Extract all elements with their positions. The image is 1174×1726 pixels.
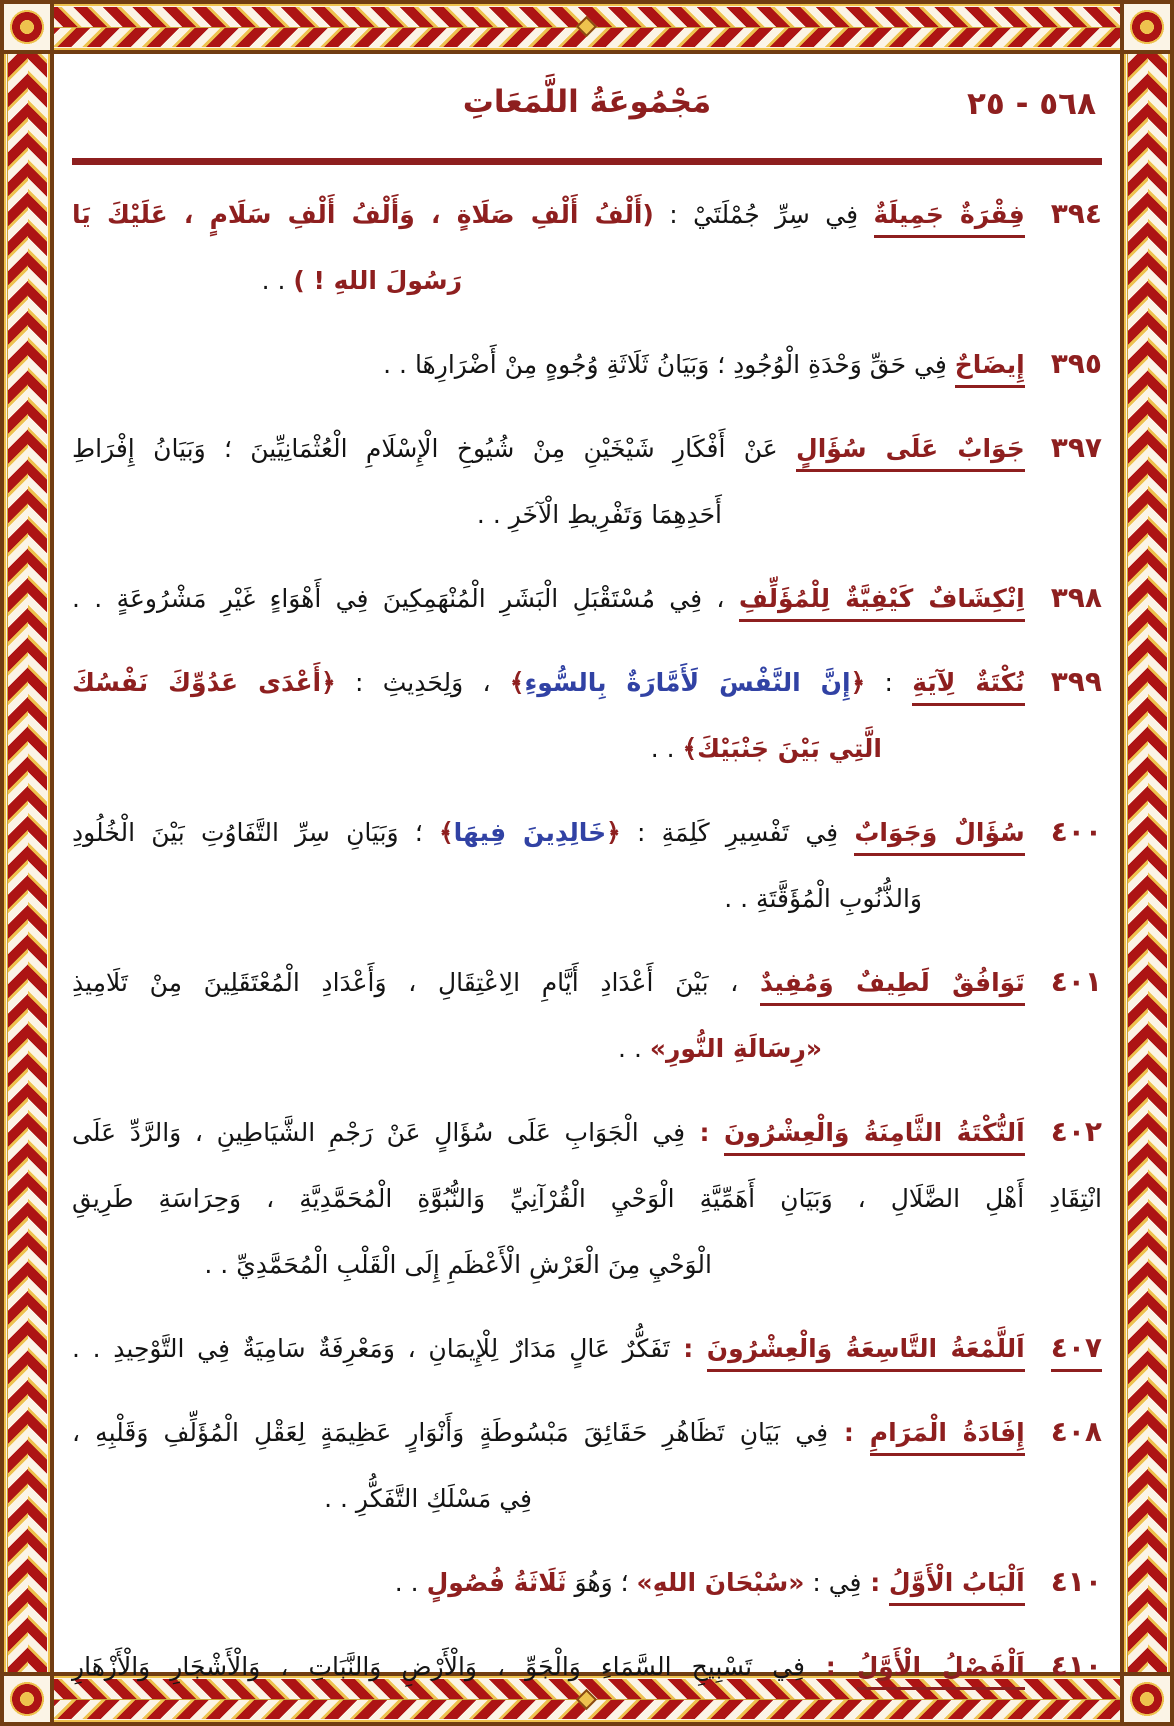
text-segment: ثَلَاثَةُ فُصُولٍ (426, 1568, 567, 1597)
text-segment: ، بَيْنَ أَعْدَادِ أَيَّامِ الِاعْتِقَالِ ، وَأَعْدَادِ الْمُعْتَقَلِينَ مِنْ تَلَامِيذِ (72, 968, 760, 997)
ornamental-border-right (1120, 0, 1174, 1726)
entry-text (72, 1652, 1025, 1690)
entry-line (72, 1099, 1102, 1166)
entry-text (72, 1118, 1025, 1156)
border-corner-medallion (0, 1672, 54, 1726)
entry-text (72, 968, 1025, 1006)
entry-line-continuation (72, 1466, 1102, 1532)
entry-text (72, 1418, 1025, 1456)
text-segment: ﴿ (850, 668, 866, 697)
text-segment: تَفَكُّرٌ عَالٍ مَدَارٌ لِلْإِيمَانِ ، وَمَعْرِفَةٌ سَامِيَةٌ فِي التَّوْحِيدِ . . (72, 1334, 670, 1363)
text-segment: إِفَادَةُ الْمَرَامِ (870, 1418, 1025, 1456)
entry-line (72, 565, 1102, 632)
text-segment: فِي : (804, 1568, 862, 1597)
header-divider-rule (72, 158, 1102, 165)
text-segment: انْتِقَادِ أَهْلِ الضَّلَالِ ، وَبَيَانِ أَهَمِّيَّةِ الْوَحْيِ الْقُرْآنِيِّ وَالنُّبُوَّةِ الْمُحَمَّدِيَّةِ ، وَحِرَاسَةِ طَرِيقِ (72, 1184, 1102, 1213)
entry-line-continuation (72, 482, 1102, 548)
text-segment: أَحَدِهِمَا وَتَفْرِيطِ الْآخَرِ . . (476, 500, 722, 529)
text-segment: ؛ وَبَيَانِ سِرِّ التَّفَاوُتِ بَيْنَ الْخُلُودِ (72, 818, 439, 847)
entry-line (72, 415, 1102, 482)
entry-line-continuation (72, 1016, 1102, 1082)
entry-line-continuation (72, 248, 1102, 314)
text-segment: سُؤَالٌ وَجَوَابٌ (854, 818, 1024, 856)
entry-text (72, 818, 1025, 856)
entry-number: ٤٠٨ (1050, 1415, 1102, 1448)
text-segment: اَلنُّكْتَةُ الثَّامِنَةُ وَالْعِشْرُونَ (724, 1118, 1025, 1156)
toc-entry-394 (72, 181, 1102, 314)
entry-number: ٣٩٧ (1050, 431, 1103, 464)
entry-text (395, 1568, 1025, 1606)
text-segment: ﴾ (438, 818, 454, 847)
entry-number: ٣٩٨ (1050, 581, 1102, 614)
text-segment: ﴿ (606, 818, 621, 847)
toc-entry-400 (72, 799, 1102, 932)
entry-number: ٤١٠ (1050, 1565, 1102, 1598)
text-segment: وَالذُّنُوبِ الْمُؤَقَّتَةِ . . (724, 884, 922, 913)
entry-text (383, 350, 1025, 388)
text-segment: الَّتِي بَيْنَ جَنْبَيْكَ﴾ (682, 734, 882, 763)
entry-line (72, 1399, 1102, 1466)
toc-entry-402 (72, 1099, 1102, 1298)
border-pattern (1127, 4, 1148, 1722)
text-segment: اِنْكِشَافٌ كَيْفِيَّةٌ لِلْمُؤَلِّفِ (739, 584, 1025, 622)
entry-line-continuation (72, 866, 1102, 932)
entry-number: ٣٩٩ (1050, 665, 1102, 698)
border-corner-medallion (1120, 1672, 1174, 1726)
page-number: ٥٦٨ - ٢٥ (966, 86, 1096, 122)
entry-number: ٤٠٢ (1050, 1115, 1103, 1148)
text-segment: خَالِدِينَ فِيهَا (453, 818, 607, 847)
page-header (72, 70, 1102, 146)
entry-text (72, 200, 1025, 238)
entry-line-continuation (72, 1232, 1102, 1298)
text-segment: الْوَحْيِ مِنَ الْعَرْشِ الْأَعْظَمِ إِلَى الْقَلْبِ الْمُحَمَّدِيِّ . . (204, 1250, 712, 1279)
text-segment: . . (394, 1568, 427, 1597)
toc-entries (72, 165, 1102, 1700)
text-segment: فِقْرَةٌ جَمِيلَةٌ (874, 200, 1025, 238)
entry-text (72, 434, 1025, 472)
text-segment: ﴾ (509, 668, 525, 697)
toc-entry-395 (72, 331, 1102, 398)
entry-line (72, 799, 1102, 866)
entry-line-continuation (72, 1166, 1102, 1232)
entry-line (72, 181, 1102, 248)
text-segment: اَلْفَصْلُ الْأَوَّلُ (857, 1652, 1025, 1690)
text-segment: ، وَلِحَدِيثِ : (335, 668, 510, 697)
page-title: مَجْمُوعَةُ اللَّمَعَاتِ (462, 84, 712, 120)
toc-entry-397 (72, 415, 1102, 548)
text-segment: إِيضَاحٌ (955, 350, 1025, 388)
text-segment: : (861, 1568, 889, 1597)
text-segment: «رِسَالَةِ النُّورِ» (649, 1034, 822, 1063)
entry-line (72, 949, 1102, 1016)
text-segment: (أَلْفُ أَلْفِ صَلَاةٍ ، وَأَلْفُ أَلْفِ سَلَامٍ ، عَلَيْكَ يَا (72, 200, 654, 229)
toc-entry-398 (72, 565, 1102, 632)
text-segment: عَنْ أَفْكَارِ شَيْخَيْنِ مِنْ شُيُوخِ الْإِسْلَامِ الْعُثْمَانِيِّينَ ؛ وَبَيَانُ إِفْرَاطِ (72, 434, 797, 463)
text-segment: : (669, 1334, 707, 1363)
entry-number: ٤٠٠ (1050, 815, 1102, 848)
entry-number: ٣٩٤ (1050, 197, 1102, 230)
entry-number: ٣٩٥ (1050, 347, 1102, 380)
text-segment: فِي مَسْلَكِ التَّفَكُّرِ . . (324, 1484, 532, 1513)
border-pattern (28, 4, 48, 1722)
entry-line-continuation (72, 716, 1102, 782)
border-corner-medallion (1120, 0, 1174, 54)
text-segment: ؛ وَهُوَ (566, 1568, 637, 1597)
text-segment: فِي بَيَانِ تَظَاهُرِ حَقَائِقَ مَبْسُوطَةٍ وَأَنْوَارٍ عَظِيمَةٍ لِعَقْلِ الْمُؤَلِّفِ وَقَلْبِهِ ، (72, 1418, 829, 1447)
text-segment: . . (261, 266, 294, 295)
border-pattern (1148, 4, 1168, 1722)
border-corner-medallion (0, 0, 54, 54)
entry-text (72, 668, 1025, 706)
entry-line (72, 1549, 1102, 1616)
text-segment: : (804, 1652, 857, 1681)
text-segment: اَلْبَابُ الْأَوَّلُ (889, 1568, 1025, 1606)
text-segment: ﴿أَعْدَى عَدُوِّكَ نَفْسُكَ (72, 668, 336, 697)
entry-number: ٤٠١ (1050, 965, 1102, 998)
text-segment: نُكْتَةٌ لِآيَةِ (912, 668, 1024, 706)
entry-number: ٤٠٧ (1051, 1331, 1102, 1372)
text-segment: فِي تَفْسِيرِ كَلِمَةِ : (620, 818, 855, 847)
text-segment: : (685, 1118, 724, 1147)
text-segment: فِي الْجَوَابِ عَلَى سُؤَالٍ عَنْ رَجْمِ الشَّيَاطِينِ ، وَالرَّدِّ عَلَى (72, 1118, 686, 1147)
entry-line (72, 649, 1102, 716)
toc-entry-410-bab (72, 1549, 1102, 1616)
entry-line (72, 331, 1102, 398)
text-segment: رَسُولَ اللهِ ! ) (293, 266, 462, 295)
entry-number: ٤١٠ (1050, 1649, 1102, 1682)
text-segment: . . (650, 734, 683, 763)
text-segment: «سُبْحَانَ اللهِ» (636, 1568, 805, 1597)
text-segment: ، فِي مُسْتَقْبَلِ الْبَشَرِ الْمُنْهَمِكِينَ فِي أَهْوَاءٍ غَيْرِ مَشْرُوعَةٍ . . (72, 584, 739, 613)
entry-line (72, 1315, 1102, 1382)
text-segment: فِي حَقِّ وَحْدَةِ الْوُجُودِ ؛ وَبَيَانُ ثَلَاثَةِ وُجُوهٍ مِنْ أَضْرَارِهَا . . (383, 350, 955, 379)
text-segment: اَللَّمْعَةُ التَّاسِعَةُ وَالْعِشْرُونَ (707, 1334, 1025, 1372)
text-segment: . . (618, 1034, 650, 1063)
toc-entry-399 (72, 649, 1102, 782)
text-segment: تَوَافُقٌ لَطِيفٌ وَمُفِيدٌ (760, 968, 1025, 1006)
text-segment: فِي سِرِّ جُمْلَتَيْ : (653, 200, 874, 229)
toc-entry-408 (72, 1399, 1102, 1532)
toc-entry-401 (72, 949, 1102, 1082)
border-pattern (7, 4, 28, 1722)
text-segment: جَوَابٌ عَلَى سُؤَالٍ (796, 434, 1025, 472)
toc-entry-407 (72, 1315, 1102, 1382)
ornamental-border-left (0, 0, 54, 1726)
text-segment: : (865, 668, 913, 697)
text-segment: إِنَّ النَّفْسَ لَأَمَّارَةٌ بِالسُّوءِ (524, 668, 851, 697)
text-segment: فِي تَسْبِيحِ السَّمَاءِ وَالْجَوِّ ، وَالْأَرْضِ وَالنَّبَاتِ ، وَالْأَشْجَارِ وَالْأَزْهَارِ (72, 1652, 805, 1681)
entry-text (72, 1334, 1025, 1372)
entry-text (72, 584, 1025, 622)
page-content (54, 54, 1120, 1682)
text-segment: : (828, 1418, 870, 1447)
